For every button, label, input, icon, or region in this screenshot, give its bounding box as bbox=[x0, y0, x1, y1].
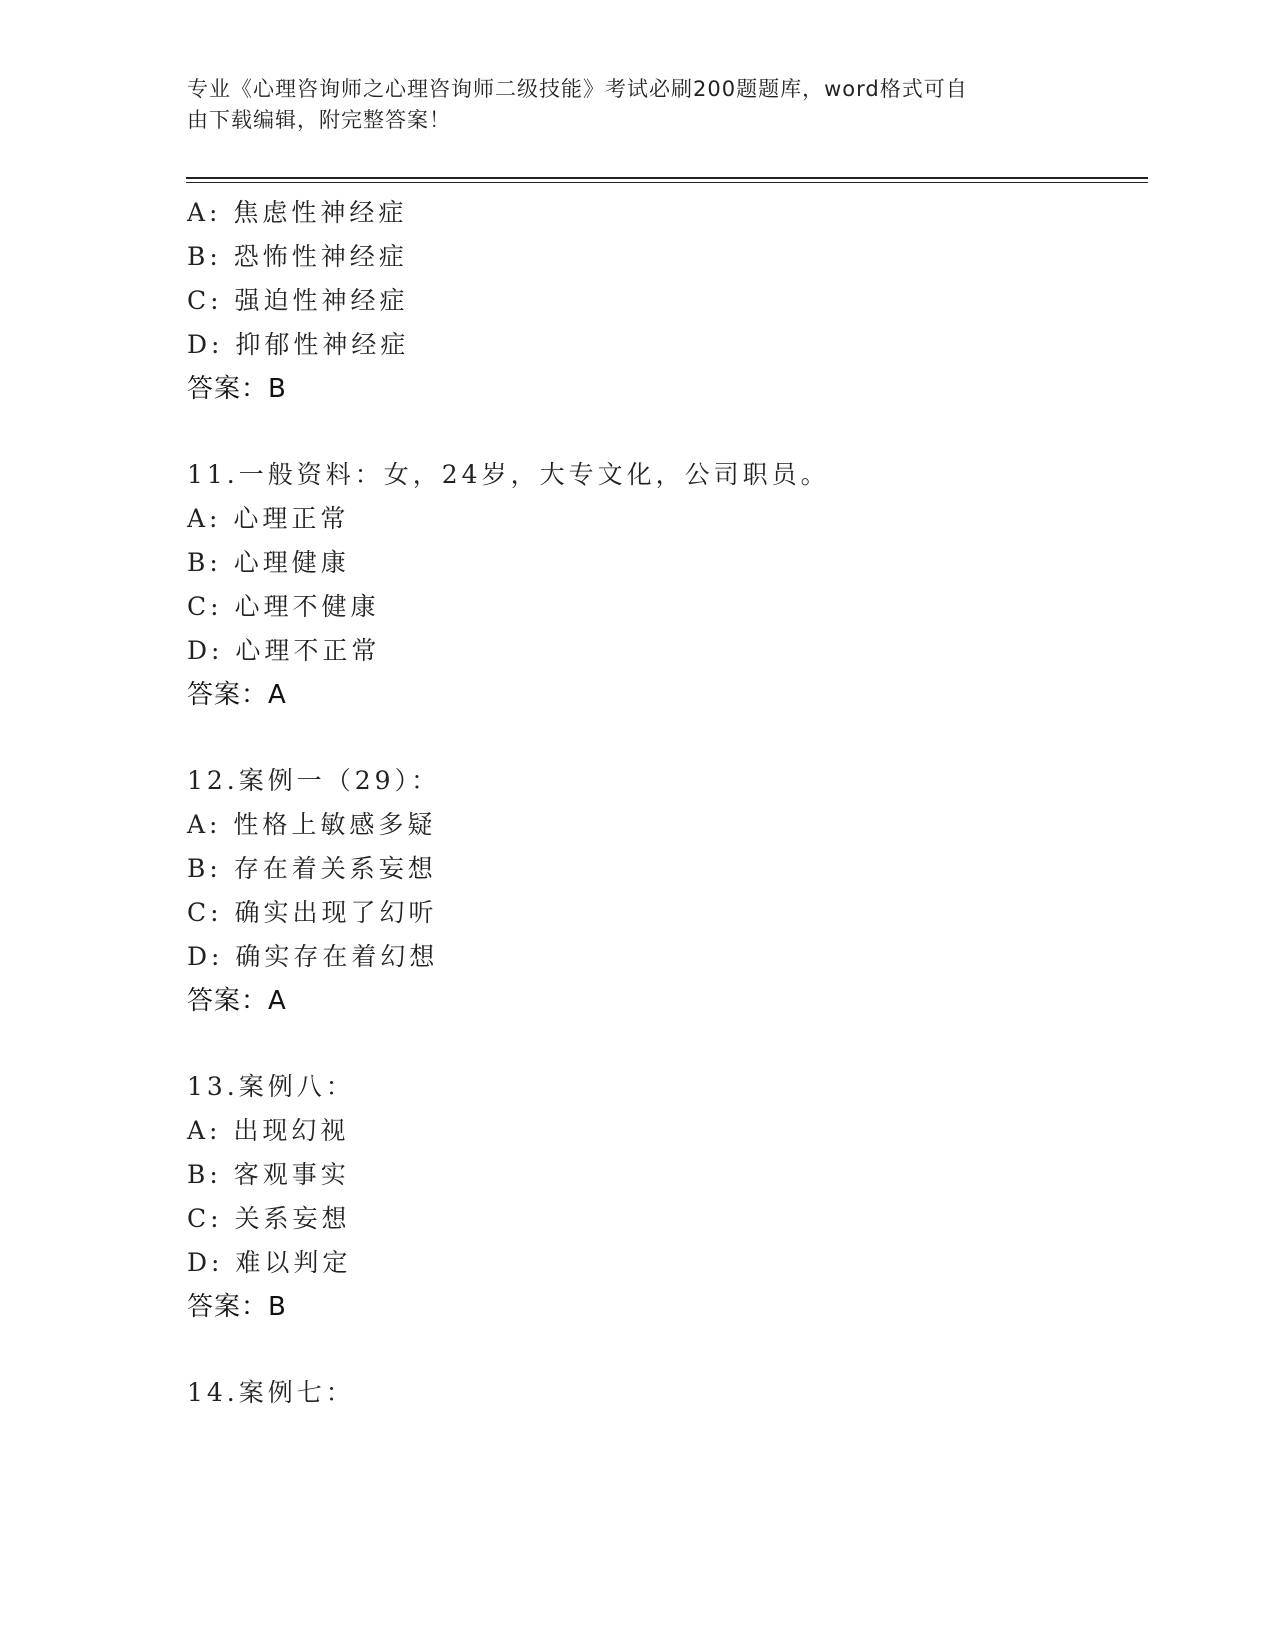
q10-option-d: D: 抑郁性神经症 bbox=[187, 330, 410, 359]
q11-option-b: B: 心理健康 bbox=[187, 548, 350, 577]
header-divider bbox=[186, 177, 1148, 179]
q11-stem: 11.一般资料：女，24岁，大专文化，公司职员。 bbox=[187, 460, 830, 489]
header-line-1: 专业《心理咨询师之心理咨询师二级技能》考试必刷200题题库，word格式可自 bbox=[187, 77, 968, 101]
q12-option-c: C: 确实出现了幻听 bbox=[187, 898, 438, 927]
q11-answer: 答案：A bbox=[187, 680, 287, 710]
document-header bbox=[187, 74, 1067, 136]
q11-option-a: A: 心理正常 bbox=[187, 504, 350, 533]
q12-option-a: A: 性格上敏感多疑 bbox=[187, 810, 437, 839]
q12-option-b: B: 存在着关系妄想 bbox=[187, 854, 437, 883]
q10-option-c: C: 强迫性神经症 bbox=[187, 286, 409, 315]
q13-option-d: D: 难以判定 bbox=[187, 1248, 352, 1277]
q12-stem: 12.案例一（29）： bbox=[187, 766, 441, 795]
q14-stem: 14.案例七： bbox=[187, 1378, 355, 1407]
q13-option-a: A: 出现幻视 bbox=[187, 1116, 350, 1145]
header-divider-thin bbox=[186, 182, 1148, 183]
q11-option-d: D: 心理不正常 bbox=[187, 636, 381, 665]
q13-option-c: C: 关系妄想 bbox=[187, 1204, 351, 1233]
q13-answer: 答案：B bbox=[187, 1292, 287, 1322]
q13-stem: 13.案例八： bbox=[187, 1072, 355, 1101]
q12-answer: 答案：A bbox=[187, 986, 287, 1016]
q12-option-d: D: 确实存在着幻想 bbox=[187, 942, 439, 971]
q10-option-b: B: 恐怖性神经症 bbox=[187, 242, 408, 271]
q10-answer: 答案：B bbox=[187, 374, 287, 404]
q11-option-c: C: 心理不健康 bbox=[187, 592, 380, 621]
header-line-2: 由下载编辑，附完整答案！ bbox=[187, 108, 451, 132]
q13-option-b: B: 客观事实 bbox=[187, 1160, 350, 1189]
q10-option-a: A: 焦虑性神经症 bbox=[187, 198, 408, 227]
